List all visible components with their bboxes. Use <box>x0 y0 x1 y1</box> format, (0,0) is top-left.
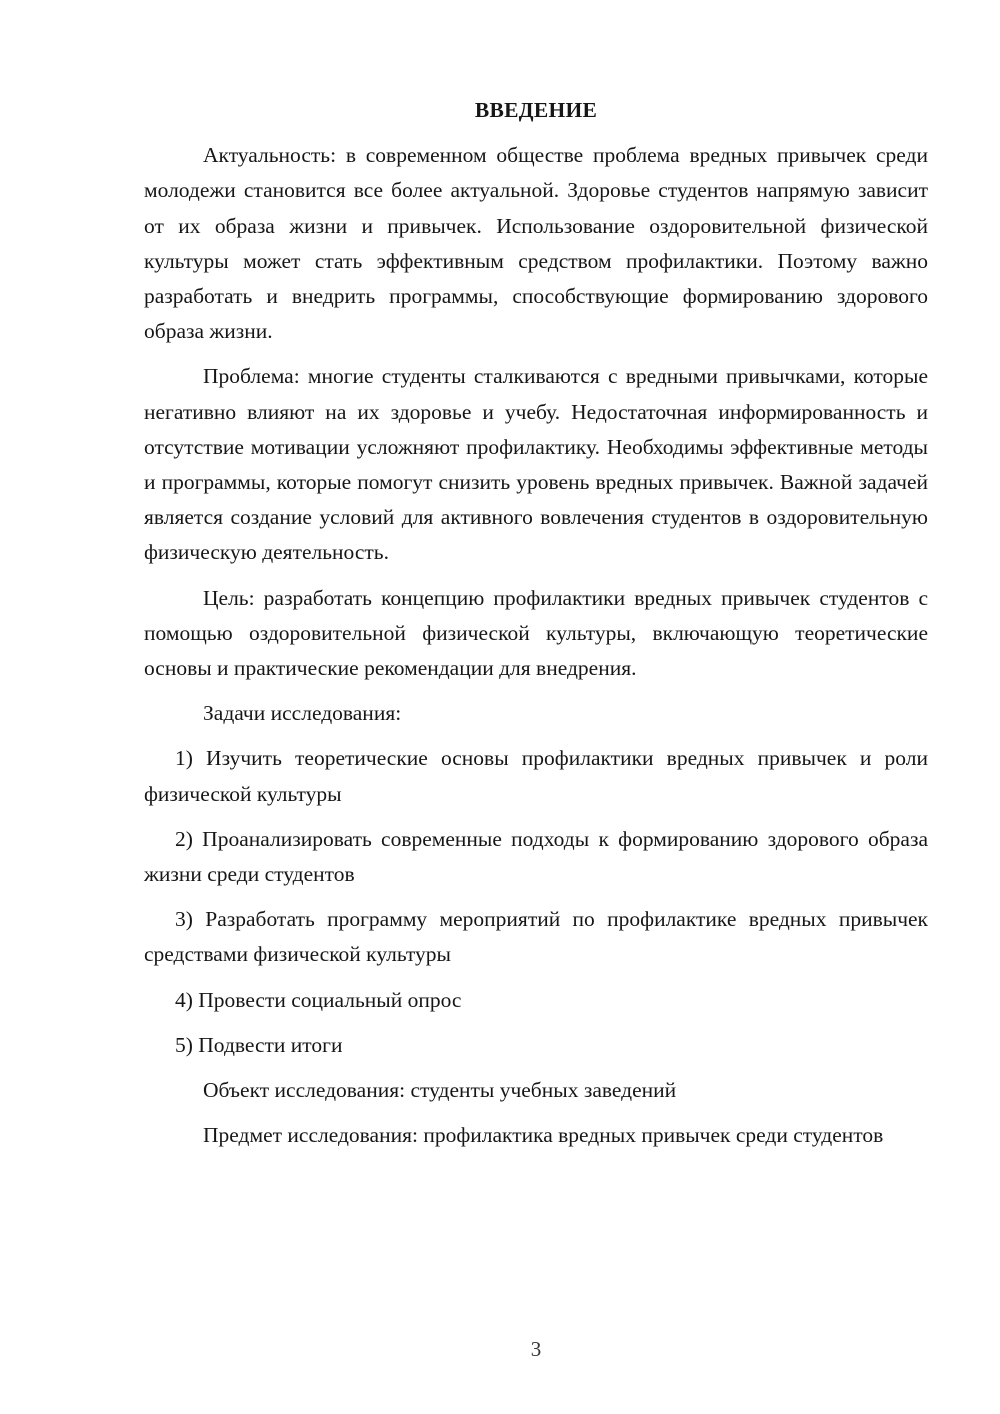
task-item-5: 5) Подвести итоги <box>175 1032 343 1057</box>
task-item-2: 2) Проанализировать современные подходы к формированию здорового образа жизни среди студентов <box>144 826 928 887</box>
research-subject: Предмет исследования: профилактика вредных привычек среди студентов <box>203 1123 884 1148</box>
page-content <box>144 93 928 1163</box>
relevance-paragraph: Актуальность: в современном обществе проблема вредных привычек среди молодежи становится все более актуальной. Здоровье студентов напрямую зависит от их образа жизни и привычек. Использование оздоровительной физической культуры может стать эффективным средством профилактики. Поэтому важно разработать и внедрить программы, способствующие формированию здорового образа жизни. <box>144 143 928 344</box>
problem-paragraph: Проблема: многие студенты сталкиваются с вредными привычками, которые негативно влияют на их здоровье и учебу. Недостаточная информированность и отсутствие мотивации усложняют профилактику. Необходимы эффективные методы и программы, которые помогут снизить уровень вредных привычек. Важной задачей является создание условий для активного вовлечения студентов в оздоровительную физическую деятельность. <box>144 364 928 565</box>
task-item-1: 1) Изучить теоретические основы профилактики вредных привычек и роли физической культуры <box>144 746 928 806</box>
research-object: Объект исследования: студенты учебных заведений <box>203 1078 677 1103</box>
task-item-3: 3) Разработать программу мероприятий по профилактике вредных привычек средствами физической культуры <box>144 907 928 967</box>
page-number: 3 <box>530 1337 542 1361</box>
tasks-heading: Задачи исследования: <box>203 701 402 726</box>
section-title: ВВЕДЕНИЕ <box>474 98 598 122</box>
task-item-4: 4) Провести социальный опрос <box>175 987 462 1012</box>
goal-paragraph: Цель: разработать концепцию профилактики вредных привычек студентов с помощью оздоровительной физической культуры, включающую теоретические основы и практические рекомендации для внедрения. <box>144 585 928 681</box>
